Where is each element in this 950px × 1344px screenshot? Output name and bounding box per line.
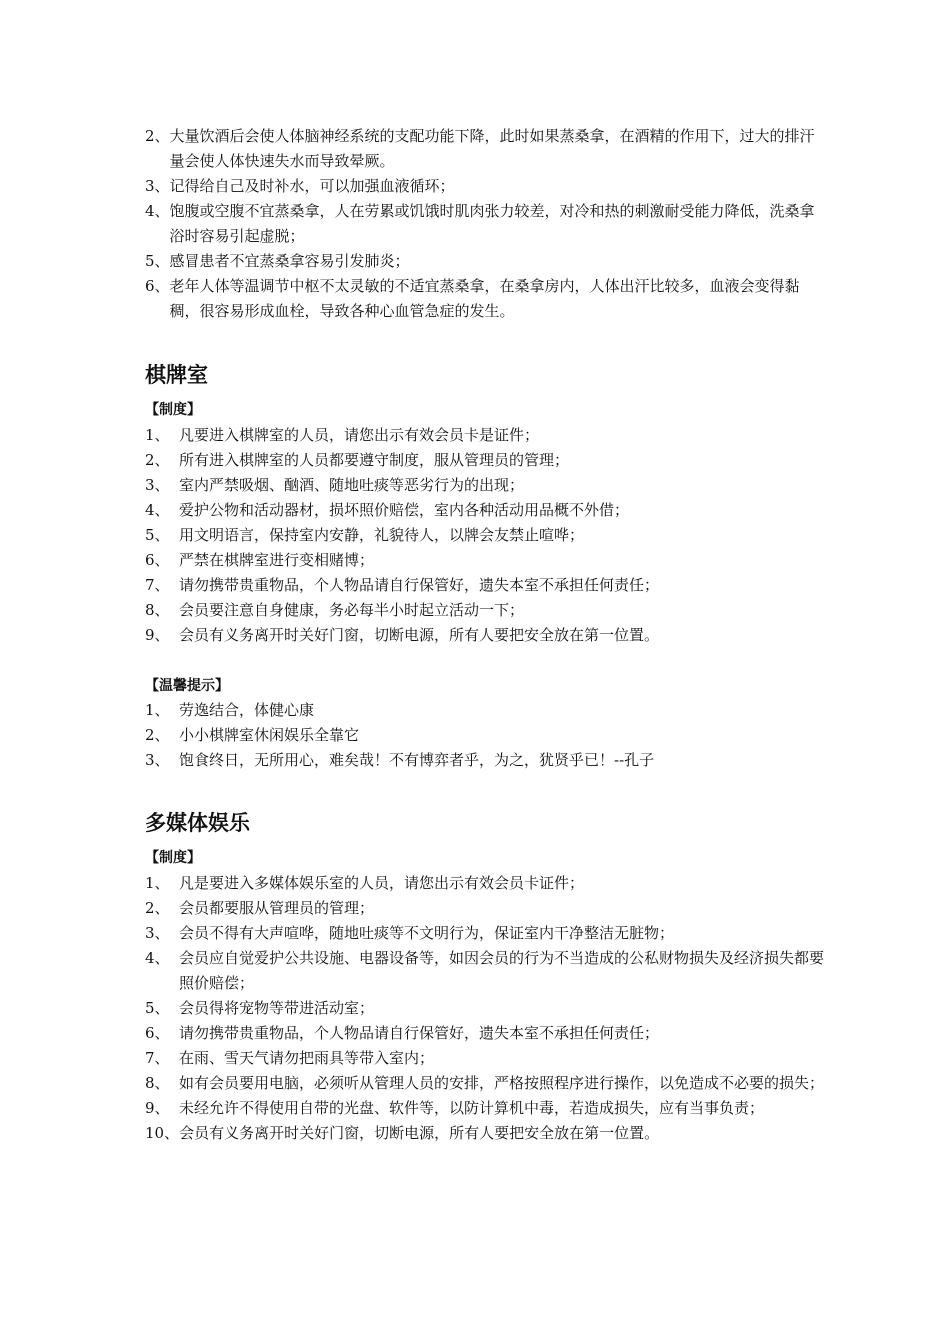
- list-item: 1、 凡是要进入多媒体娱乐室的人员，请您出示有效会员卡证件；: [145, 874, 585, 892]
- list-item: 1、 凡要进入棋牌室的人员，请您出示有效会员卡是证件；: [145, 426, 540, 444]
- list-item: 3、 室内严禁吸烟、酗酒、随地吐痰等恶劣行为的出现；: [145, 476, 525, 494]
- list-item: 3、 记得给自己及时补水，可以加强血液循环；: [145, 177, 455, 195]
- sauna-notes-list: [145, 124, 825, 324]
- chess-rules-list: [145, 423, 825, 648]
- list-item: 4、 会员应自觉爱护公共设施、电器设备等，如因会员的行为不当造成的公私财物损失及经济损失都要照价赔偿；: [145, 949, 825, 992]
- list-item: 3、 饱食终日，无所用心，难矣哉！不有博弈者乎，为之，犹贤乎已！--孔子: [145, 751, 655, 769]
- list-item: 2、 小小棋牌室休闲娱乐全靠它: [145, 726, 360, 744]
- list-item: 3、 会员不得有大声喧哗，随地吐痰等不文明行为，保证室内干净整洁无脏物；: [145, 924, 675, 942]
- chess-tips-list: [145, 698, 825, 773]
- list-item: 5、 用文明语言，保持室内安静，礼貌待人，以牌会友禁止喧哗；: [145, 526, 585, 544]
- multimedia-rules-list: [145, 871, 825, 1146]
- list-item: 5、 感冒患者不宜蒸桑拿容易引发肺炎；: [145, 252, 410, 270]
- list-item: 2、 大量饮酒后会使人体脑神经系统的支配功能下降，此时如果蒸桑拿，在酒精的作用下，过大的排汗量会使人体快速失水而导致晕厥。: [145, 127, 815, 170]
- list-item: 9、 会员有义务离开时关好门窗，切断电源，所有人要把安全放在第一位置。: [145, 626, 660, 644]
- list-item: 6、 老年人体等温调节中枢不太灵敏的不适宜蒸桑拿，在桑拿房内，人体出汗比较多，血液会变得黏稠，很容易形成血栓，导致各种心血管急症的发生。: [145, 277, 800, 320]
- multimedia-rules-heading: 【制度】: [145, 850, 201, 866]
- list-item: 4、 爱护公物和活动器材，损坏照价赔偿，室内各种活动用品概不外借；: [145, 501, 630, 519]
- list-item: 4、 饱腹或空腹不宜蒸桑拿，人在劳累或饥饿时肌肉张力较差，对冷和热的刺激耐受能力降低，洗桑拿浴时容易引起虚脱；: [145, 202, 815, 245]
- list-item: 5、 会员得将宠物等带进活动室；: [145, 999, 375, 1017]
- list-item: 7、 请勿携带贵重物品，个人物品请自行保管好，遗失本室不承担任何责任；: [145, 576, 660, 594]
- list-item: 8、 如有会员要用电脑，必须听从管理人员的安排，严格按照程序进行操作，以免造成不必要的损失；: [145, 1074, 825, 1092]
- list-item: 1、 劳逸结合，体健心康: [145, 701, 315, 719]
- list-item: 6、 请勿携带贵重物品，个人物品请自行保管好，遗失本室不承担任何责任；: [145, 1024, 660, 1042]
- list-item: 2、 会员都要服从管理员的管理；: [145, 899, 375, 917]
- list-item: 8、 会员要注意自身健康，务必每半小时起立活动一下；: [145, 601, 525, 619]
- list-item: 6、 严禁在棋牌室进行变相赌博；: [145, 551, 375, 569]
- section-title-chess-room: 棋牌室: [145, 363, 208, 387]
- chess-tips-heading: 【温馨提示】: [145, 678, 229, 694]
- list-item: 10、 会员有义务离开时关好门窗，切断电源，所有人要把安全放在第一位置。: [145, 1124, 660, 1142]
- section-title-multimedia: 多媒体娱乐: [145, 811, 250, 835]
- list-item: 7、 在雨、雪天气请勿把雨具等带入室内；: [145, 1049, 435, 1067]
- list-item: 2、 所有进入棋牌室的人员都要遵守制度，服从管理员的管理；: [145, 451, 570, 469]
- chess-rules-heading: 【制度】: [145, 402, 201, 418]
- list-item: 9、 未经允许不得使用自带的光盘、软件等，以防计算机中毒，若造成损失，应有当事负责；: [145, 1099, 765, 1117]
